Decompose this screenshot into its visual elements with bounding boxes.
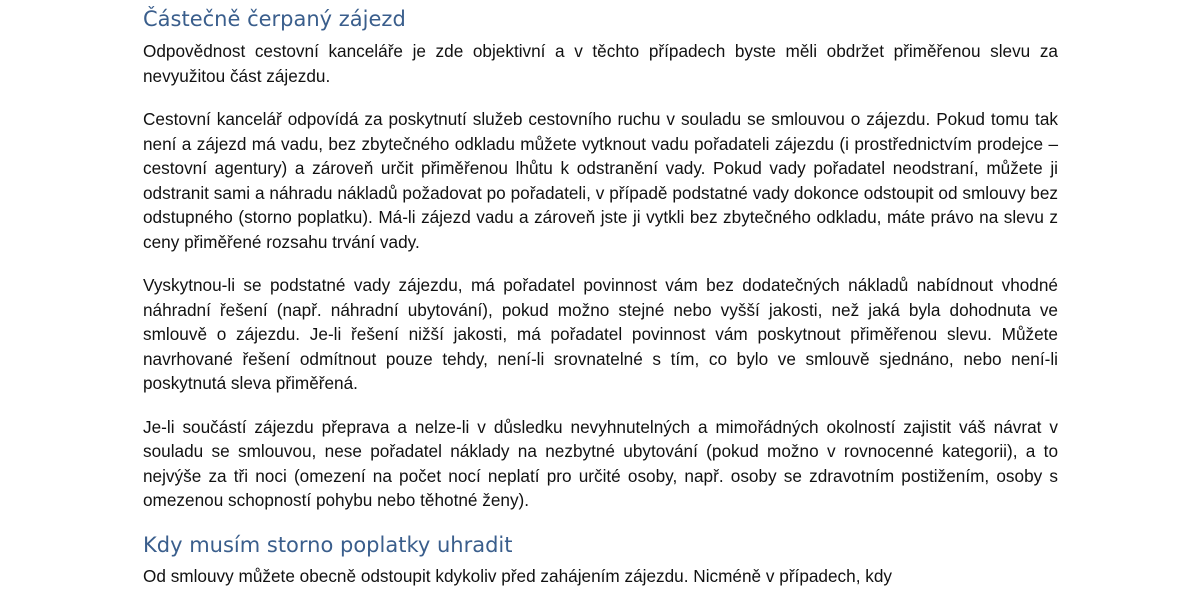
paragraph-cancellation: Od smlouvy můžete obecně odstoupit kdykoliv před zahájením zájezdu. Nicméně v případech, kdy [143,565,892,586]
document-content [143,4,1058,588]
paragraph-liability: Odpovědnost cestovní kanceláře je zde objektivní a v těchto případech byste měli obdržet přiměřenou slevu za nevyužitou část zájezdu. [143,41,1058,86]
paragraph-substantial-defects: Vyskytnou-li se podstatné vady zájezdu, má pořadatel povinnost vám bez dodatečných nákladů nabídnout vhodné náhradní řešení (např. náhradní ubytování), pokud možno stejné nebo vyšší jakosti, než jaká byla dohodnuta ve smlouvě o zájezdu. Je-li řešení nižší jakosti, má pořadatel povinnost vám poskytnout přiměřenou slevu. Můžete navrhované řešení odmítnout pouze tehdy, není-li srovnatelné s tím, co bylo ve smlouvě sjednáno, nebo není-li poskytnutá sleva přiměřená. [143,275,1058,393]
section-heading-cancellation-fees: Kdy musím storno poplatky uhradit [143,532,513,557]
paragraph-service-defects: Cestovní kancelář odpovídá za poskytnutí služeb cestovního ruchu v souladu se smlouvou o zájezdu. Pokud tomu tak není a zájezd má vadu, bez zbytečného odkladu můžete vytknout vadu pořadateli zájezdu (i prostřednictvím prodejce – cestovní agentury) a zároveň určit přiměřenou lhůtu k odstranění vady. Pokud vady pořadatel neodstraní, můžete ji odstranit sami a náhradu nákladů požadovat po pořadateli, v případě podstatné vady dokonce odstoupit od smlouvy bez odstupného (storno poplatku). Má-li zájezd vadu a zároveň jste ji vytkli bez zbytečného odkladu, máte právo na slevu z ceny přiměřené rozsahu trvání vady. [143,109,1058,252]
paragraph-transport-return: Je-li součástí zájezdu přeprava a nelze-li v důsledku nevyhnutelných a mimořádných okolností zajistit váš návrat v souladu se smlouvou, nese pořadatel náklady na nezbytné ubytování (pokud možno v rovnocenné kategorii), a to nejvýše za tři noci (omezení na počet nocí neplatí pro určité osoby, např. osoby se zdravotním postižením, osoby s omezenou schopností pohybu nebo těhotné ženy). [143,416,1058,510]
section-heading-partial-trip: Částečně čerpaný zájezd [143,7,406,31]
